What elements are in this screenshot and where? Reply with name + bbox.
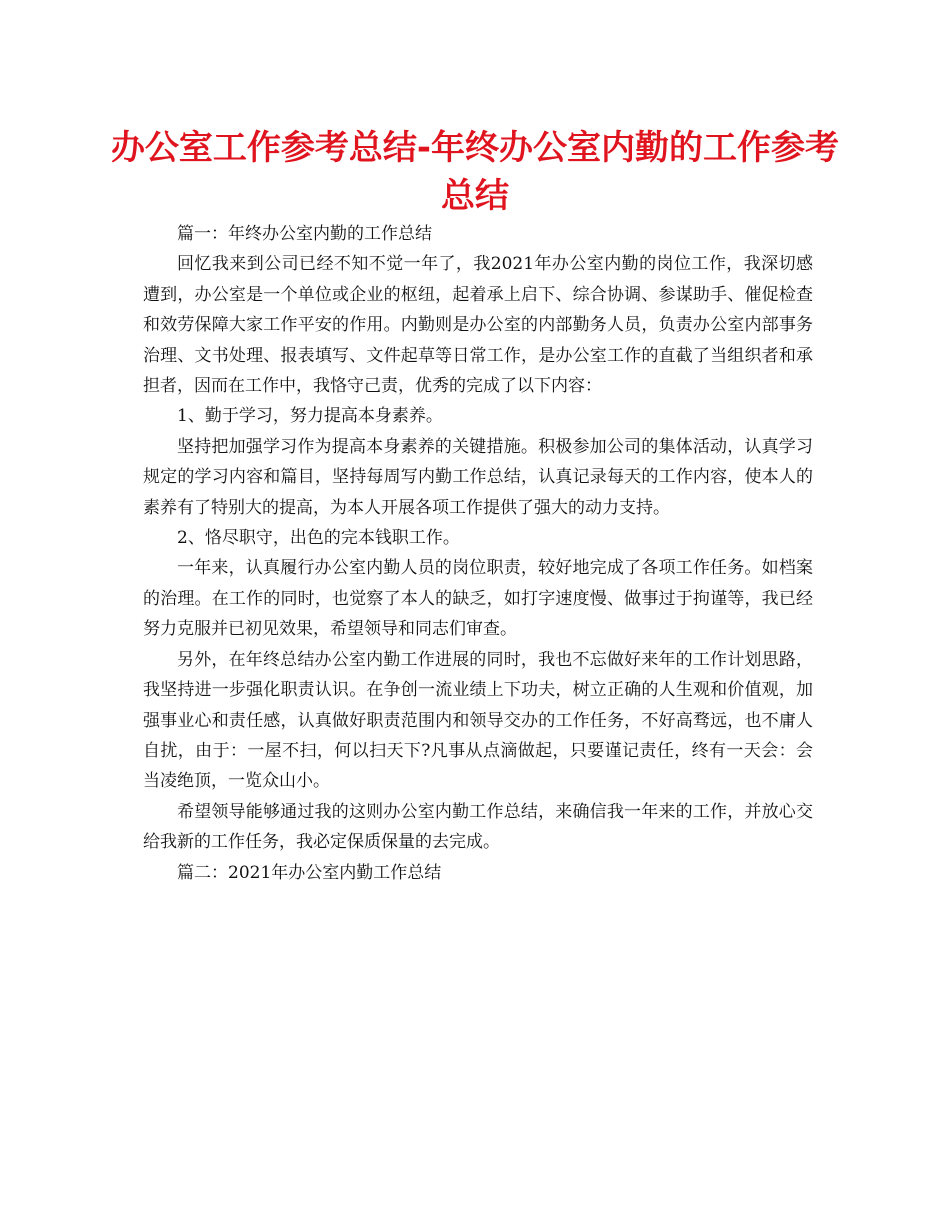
document-body xyxy=(143,219,813,888)
document-title: 办公室工作参考总结-年终办公室内勤的工作参考总结 xyxy=(110,128,840,216)
point-heading-2: 2、恪尽职守，出色的完本钱职工作。 xyxy=(177,528,460,549)
paragraph-duty: 一年来，认真履行办公室内勤人员的岗位职责，较好地完成了各项工作任务。如档案的治理。在工作的同时，也觉察了本人的缺乏，如打字速度慢、做事过于拘谨等，我已经努力克服并已初见效果，希望领导和同志们审查。 xyxy=(143,558,813,640)
section-heading-2: 篇二：2021年办公室内勤工作总结 xyxy=(177,862,442,883)
point-heading-1: 1、勤于学习，努力提高本身素养。 xyxy=(177,406,443,427)
paragraph-study: 坚持把加强学习作为提高本身素养的关键措施。积极参加公司的集体活动，认真学习规定的学习内容和篇目，坚持每周写内勤工作总结，认真记录每天的工作内容，使本人的素养有了特别大的提高，为本人开展各项工作提供了强大的动力支持。 xyxy=(143,436,813,518)
paragraph-intro: 回忆我来到公司已经不知不觉一年了，我2021年办公室内勤的岗位工作，我深切感遭到，办公室是一个单位或企业的枢纽，起着承上启下、综合协调、参谋助手、催促检查和效劳保障大家工作平安的作用。内勤则是办公室的内部勤务人员，负责办公室内部事务治理、文书处理、报表填写、文件起草等日常工作，是办公室工作的直截了当组织者和承担者，因而在工作中，我恪守己责，优秀的完成了以下内容： xyxy=(143,254,813,397)
paragraph-closing: 希望领导能够通过我的这则办公室内勤工作总结，来确信我一年来的工作，并放心交给我新的工作任务，我必定保质保量的去完成。 xyxy=(143,801,813,853)
paragraph-plan: 另外，在年终总结办公室内勤工作进展的同时，我也不忘做好来年的工作计划思路，我坚持进一步强化职责认识。在争创一流业绩上下功夫，树立正确的人生观和价值观，加强事业心和责任感，认真做好职责范围内和领导交办的工作任务，不好高骛远，也不庸人自扰，由于：一屋不扫，何以扫天下?凡事从点滴做起，只要谨记责任，终有一天会：会当凌绝顶，一览众山小。 xyxy=(143,649,813,792)
section-heading-1: 篇一：年终办公室内勤的工作总结 xyxy=(177,224,432,244)
